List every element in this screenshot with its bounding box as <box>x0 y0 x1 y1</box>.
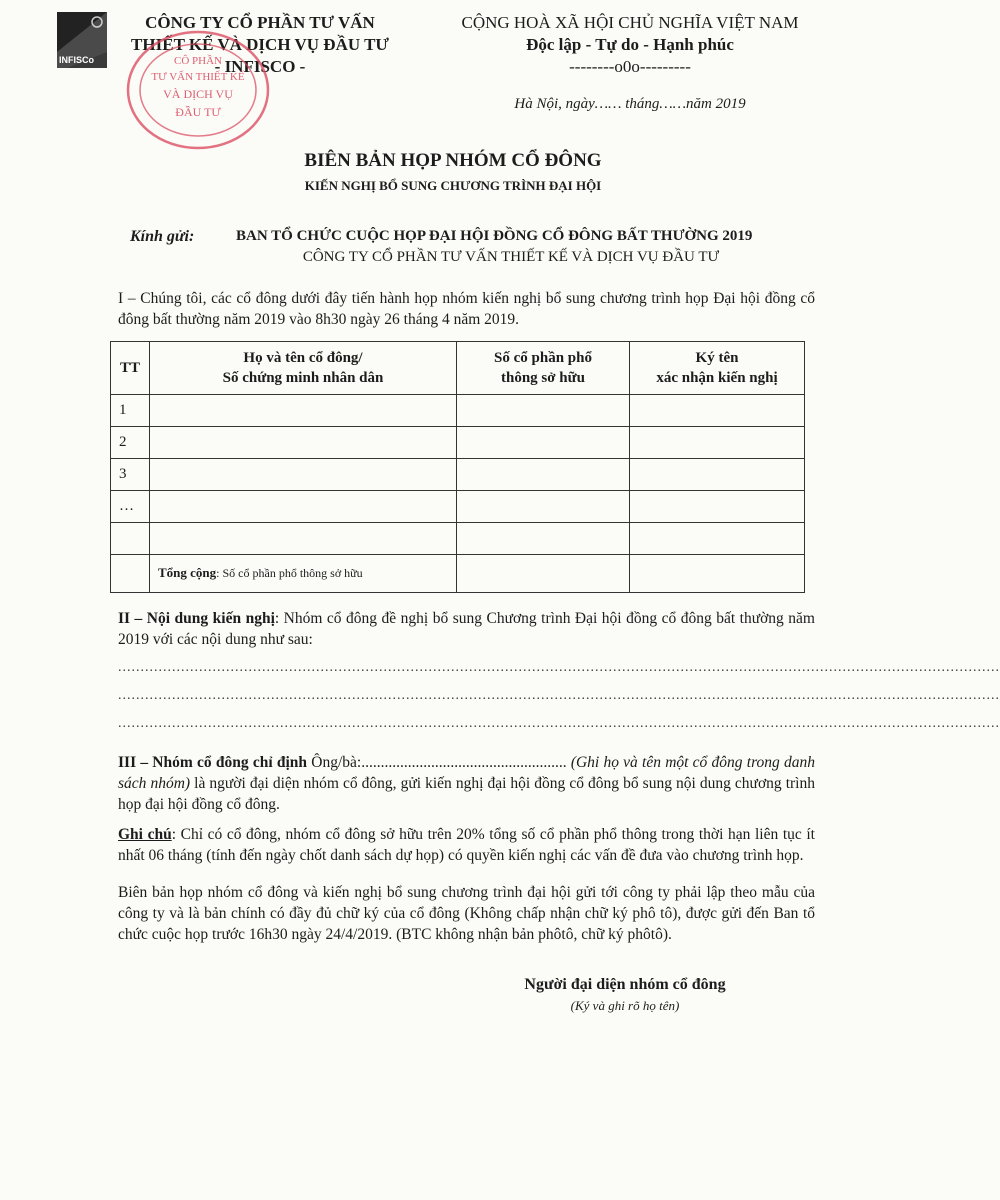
total-note: : Số cổ phần phổ thông sở hữu <box>216 566 363 580</box>
header-shares: Số cổ phần phổ thông sở hữu <box>457 342 630 395</box>
header-tt: TT <box>111 342 150 395</box>
section-3-text <box>118 752 815 815</box>
section-3-heading: III – Nhóm cổ đông chỉ định <box>118 754 308 771</box>
header-name: Họ và tên cổ đông/ Số chứng minh nhân dân <box>150 342 457 395</box>
name-cell[interactable] <box>150 523 457 555</box>
section-2-body: : Nhóm cổ đông đề nghị bổ sung Chương trình Đại hội đồng cổ đông bất thường năm 2019 với các nội dung như sau: <box>118 610 815 648</box>
signer-note: (Ký và ghi rõ họ tên) <box>570 998 680 1013</box>
logo-text: INFISCo <box>59 55 94 65</box>
note-label: Ghi chú <box>118 826 172 843</box>
signer-title: Người đại diện nhóm cổ đông <box>524 976 726 993</box>
shares-cell[interactable] <box>457 459 630 491</box>
row-number: 2 <box>111 427 150 459</box>
table-header-row <box>111 342 805 395</box>
table-row <box>111 427 805 459</box>
representative-field[interactable]: Ông/bà:..................................................... <box>307 754 567 771</box>
section-2-text <box>118 608 815 650</box>
section-1-text: I – Chúng tôi, các cổ đông dưới đây tiến hành họp nhóm kiến nghị bổ sung chương trình họp Đại hội đồng cổ đông bất thường năm 2019 vào 8h30 ngày 26 tháng 4 năm 2019. <box>118 290 815 328</box>
content-line-1[interactable]: .................................................................................................................................................................................................... <box>118 660 1000 675</box>
national-motto: Độc lập - Tự do - Hạnh phúc <box>526 35 734 54</box>
section-3-hint: (Ghi họ và tên một cổ đông trong danh sách nhóm) <box>118 754 816 792</box>
recipient-line-1: BAN TỔ CHỨC CUỘC HỌP ĐẠI HỘI ĐỒNG CỔ ĐÔNG BẤT THƯỜNG 2019 <box>236 228 753 244</box>
company-line-1: CÔNG TY CỔ PHẦN TƯ VẤN <box>145 13 375 32</box>
signature-cell[interactable] <box>630 491 805 523</box>
table-row <box>111 459 805 491</box>
total-row <box>111 555 805 593</box>
note-body-2: Biên bản họp nhóm cổ đông và kiến nghị bổ sung chương trình đại hội gửi tới công ty phải lập theo mẫu của công ty và là bản chính có đầy đủ chữ ký của cổ đông (Không chấp nhận chữ ký phô tô), được gửi đến Ban tổ chức cuộc họp trước 16h30 ngày 24/4/2019. (BTC không nhận bản phôtô, chữ ký phôtô). <box>118 884 815 943</box>
table-row <box>111 523 805 555</box>
name-cell[interactable] <box>150 491 457 523</box>
company-line-3: - INFISCO - <box>214 57 306 76</box>
total-label: Tổng cộng <box>158 565 217 580</box>
recipient-line-2: CÔNG TY CỔ PHẦN TƯ VẤN THIẾT KẾ VÀ DỊCH VỤ ĐẦU TƯ <box>302 249 720 265</box>
content-line-3[interactable]: .................................................................................................................................................................................................... <box>118 716 1000 731</box>
total-shares-cell[interactable] <box>457 555 630 593</box>
total-label-cell <box>150 555 457 593</box>
company-logo <box>57 12 107 68</box>
company-stamp <box>118 28 288 158</box>
company-line-2: THIẾT KẾ VÀ DỊCH VỤ ĐẦU TƯ <box>131 35 389 54</box>
row-number: … <box>111 491 150 523</box>
shares-cell[interactable] <box>457 395 630 427</box>
note-body-1: : Chỉ có cổ đông, nhóm cổ đông sở hữu trên 20% tổng số cổ phần phổ thông trong thời hạn liên tục ít nhất 06 tháng (tính đến ngày chốt danh sách dự họp) có quyền kiến nghị các vấn đề đưa vào chương trình họp. <box>118 826 815 864</box>
stamp-line-2: TƯ VẤN THIẾT KẾ <box>151 71 245 83</box>
document-subtitle: KIẾN NGHỊ BỔ SUNG CHƯƠNG TRÌNH ĐẠI HỘI <box>304 178 602 193</box>
stamp-line-4: ĐẦU TƯ <box>175 105 221 119</box>
row-number: 1 <box>111 395 150 427</box>
section-3-body: là người đại diện nhóm cổ đông, gửi kiến nghị đại hội đồng cổ đông bổ sung nội dung chương trình họp đại hội đồng cổ đông. <box>118 775 815 813</box>
signature-cell[interactable] <box>630 459 805 491</box>
signature-cell[interactable] <box>630 395 805 427</box>
recipient-label: Kính gửi: <box>130 228 195 245</box>
header-separator: --------o0o--------- <box>569 57 691 76</box>
header-signature: Ký tên xác nhận kiến nghị <box>630 342 805 395</box>
stamp-line-3: VÀ DỊCH VỤ <box>163 87 233 101</box>
total-signature-cell <box>630 555 805 593</box>
table-row <box>111 491 805 523</box>
shares-cell[interactable] <box>457 523 630 555</box>
name-cell[interactable] <box>150 395 457 427</box>
name-cell[interactable] <box>150 427 457 459</box>
shares-cell[interactable] <box>457 427 630 459</box>
note-text <box>118 824 815 866</box>
name-cell[interactable] <box>150 459 457 491</box>
row-number <box>111 523 150 555</box>
shares-cell[interactable] <box>457 491 630 523</box>
document-title: BIÊN BẢN HỌP NHÓM CỔ ĐÔNG <box>304 150 602 171</box>
row-number: 3 <box>111 459 150 491</box>
total-tt-cell <box>111 555 150 593</box>
republic-name: CỘNG HOÀ XÃ HỘI CHỦ NGHĨA VIỆT NAM <box>461 13 799 32</box>
signature-cell[interactable] <box>630 427 805 459</box>
stamp-line-1: CÔ PHẦN <box>174 55 222 67</box>
table-row <box>111 395 805 427</box>
section-2-heading: II – Nội dung kiến nghị <box>118 610 275 627</box>
document-date: Hà Nội, ngày…… tháng……năm 2019 <box>514 96 746 112</box>
content-line-2[interactable]: .................................................................................................................................................................................................... <box>118 688 1000 703</box>
shareholder-table <box>110 341 805 593</box>
signature-cell[interactable] <box>630 523 805 555</box>
national-header <box>440 12 820 78</box>
